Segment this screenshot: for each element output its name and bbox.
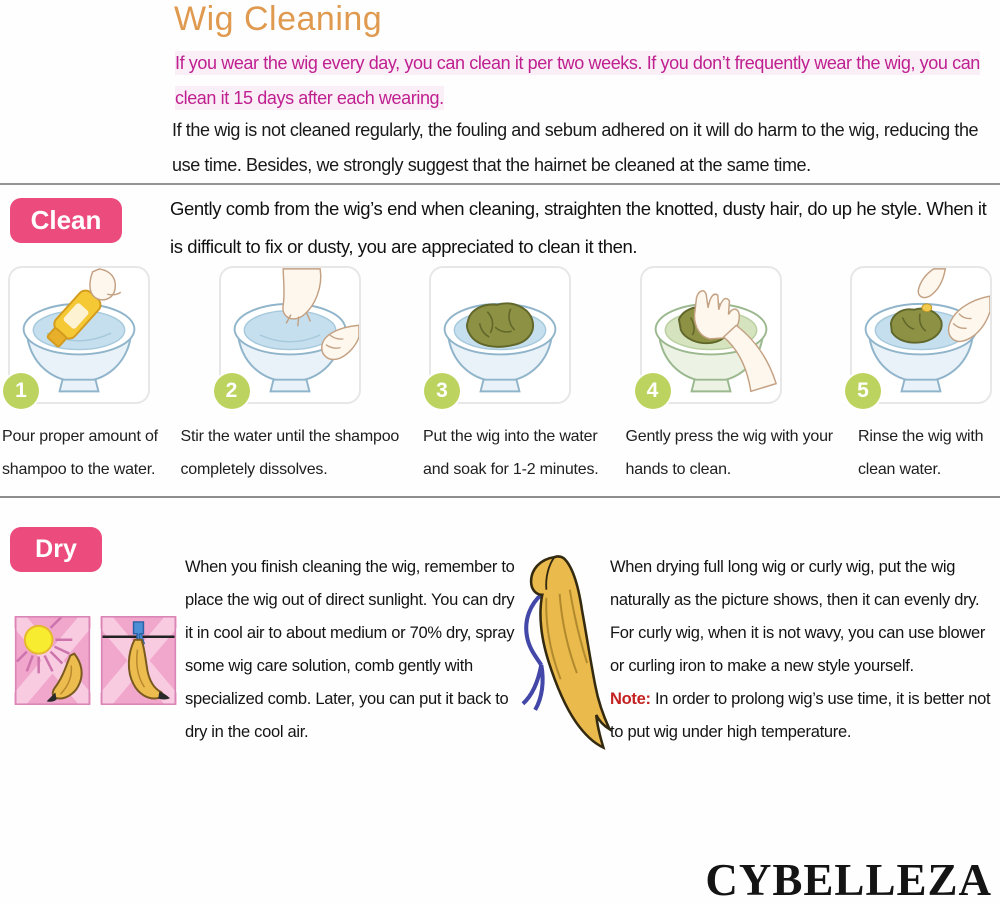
- dry-instructions-left: When you finish cleaning the wig, remember to place the wig out of direct sunlight. You can dry it in cool air to about medium or 70% dry, spray some wig care solution, comb gently with specialized comb. Later, you can put it back to dry in the cool air.: [185, 558, 515, 741]
- intro-highlight-text: [175, 46, 999, 116]
- step-number-badge: 1: [3, 373, 39, 409]
- step-card-3: [429, 266, 571, 404]
- step-card-1: [8, 266, 150, 404]
- step-number-badge: 2: [214, 373, 250, 409]
- step-captions-row: [2, 420, 998, 486]
- step-card-2: [219, 266, 361, 404]
- step-number-badge: 5: [845, 373, 881, 409]
- clean-section-description: Gently comb from the wig’s end when cleaning, straighten the knotted, dusty hair, do up he style. When it is difficult to fix or dusty, you are appreciated to clean it then.: [170, 198, 987, 257]
- dry-warning-illustrations: [14, 616, 177, 705]
- clean-section-badge: Clean: [10, 198, 122, 243]
- step-number-badge: 3: [424, 373, 460, 409]
- no-sunlight-illustration: [14, 616, 91, 705]
- hang-dry-illustration: [100, 616, 177, 705]
- dry-section-badge: Dry: [10, 527, 102, 572]
- step-caption-5: Rinse the wig with clean water.: [858, 428, 984, 478]
- step-card-5: [850, 266, 992, 404]
- step-caption-4: Gently press the wig with your hands to clean.: [625, 428, 833, 478]
- cleaning-steps-row: [8, 266, 992, 404]
- note-label: Note:: [610, 690, 651, 708]
- step-caption-1: Pour proper amount of shampoo to the water.: [2, 428, 158, 478]
- step-caption-3: Put the wig into the water and soak for 1-2 minutes.: [423, 428, 599, 478]
- page-title: Wig Cleaning: [174, 0, 383, 38]
- section-divider: [0, 496, 1000, 498]
- dry-instructions-right: [610, 551, 1000, 749]
- intro-body-text: If the wig is not cleaned regularly, the fouling and sebum adhered on it will do harm to the wig, reducing the use time. Besides, we strongly suggest that the hairnet be cleaned at the same time.: [172, 120, 979, 175]
- dry-right-paragraph: When drying full long wig or curly wig, put the wig naturally as the picture shows, then it can evenly dry. For curly wig, when it is not wavy, you can use blower or curling iron to make a new style yourself.: [610, 558, 986, 675]
- brand-logo-text: CYBELLEZA: [705, 855, 992, 903]
- step-number-badge: 4: [635, 373, 671, 409]
- note-text: In order to prolong wig’s use time, it is better not to put wig under high temperature.: [610, 690, 991, 741]
- hanging-wig-illustration: [497, 551, 612, 778]
- intro-highlight-line: If you wear the wig every day, you can clean it per two weeks. If you don’t frequently wear the wig, you can clean it 15 days after each wearing.: [175, 53, 980, 108]
- step-card-4: [640, 266, 782, 404]
- section-divider: [0, 183, 1000, 185]
- dry-note: [610, 683, 1000, 749]
- step-caption-2: Stir the water until the shampoo completely dissolves.: [180, 428, 400, 478]
